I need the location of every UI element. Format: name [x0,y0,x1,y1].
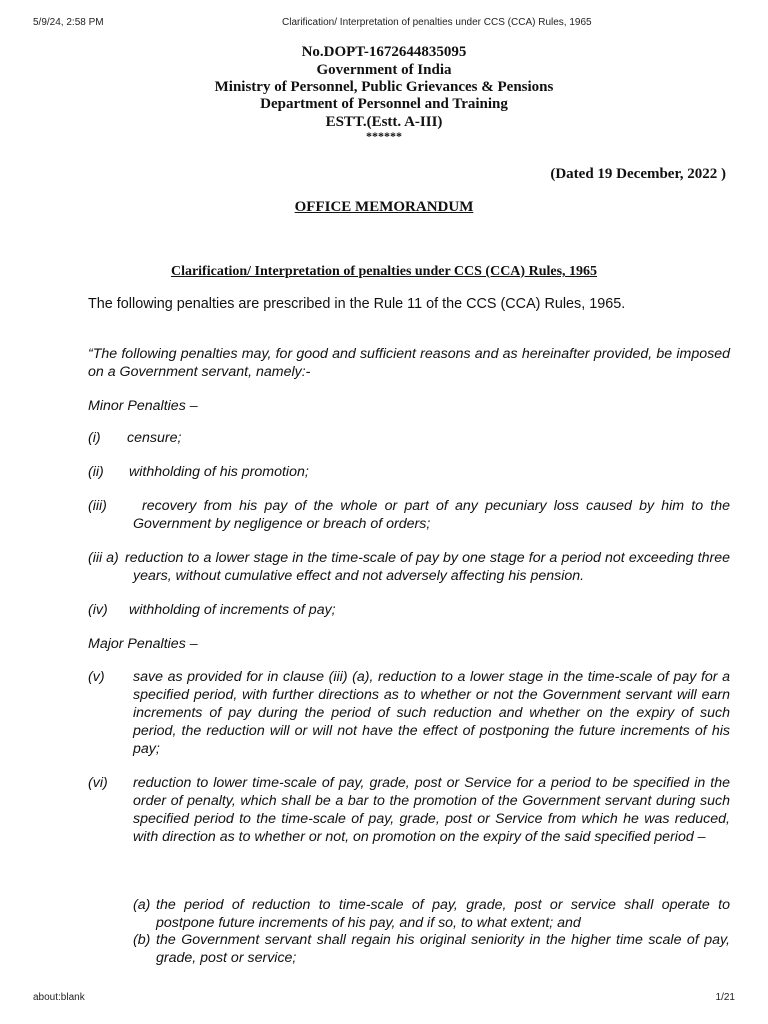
sub-item-text: the Government servant shall regain his original seniority in the higher time scale of pay, grade, post or service; [156,932,730,966]
minor-penalties-heading: Minor Penalties – [88,398,198,414]
item-text: save as provided for in clause (iii) (a), reduction to a lower stage in the time-scale of pay for a specified period, with further directions as to whether or not the Government servant will earn increments of pay during the period of such reduction and whether on the expiry of such period, the reduction will or will not have the effect of postponing the future increments of his pay; [133,669,730,757]
sub-item-letter: (b) [133,932,151,948]
item-text: reduction to a lower stage in the time-scale of pay by one stage for a period not exceeding three years, without cumulative effect and not adversely affecting his pension. [125,550,730,584]
item-number: (iii) [88,498,107,514]
stars-separator: ****** [366,129,402,143]
item-number: (i) [88,430,101,446]
item-text: withholding of his promotion; [129,464,309,480]
quote-paragraph: “The following penalties may, for good and sufficient reasons and as hereinafter provided, be imposed on a Government servant, namely:- [88,346,730,380]
sub-item-text: the period of reduction to time-scale of pay, grade, post or service shall operate to postpone future increments of his pay, and if so, to what extent; and [156,897,730,931]
item-text: recovery from his pay of the whole or part of any pecuniary loss caused by him to the Government by negligence or breach of orders; [133,498,730,532]
ministry-line: Ministry of Personnel, Public Grievances & Pensions [214,79,554,95]
intro-paragraph: The following penalties are prescribed in the Rule 11 of the CCS (CCA) Rules, 1965. [88,296,626,312]
dated-line: (Dated 19 December, 2022 ) [550,166,726,182]
print-url: about:blank [33,992,85,1003]
major-penalties-heading: Major Penalties – [88,636,198,652]
item-number: (ii) [88,464,104,480]
print-page-title: Clarification/ Interpretation of penalties under CCS (CCA) Rules, 1965 [282,17,592,28]
item-text: reduction to lower time-scale of pay, grade, post or Service for a period to be specified in the order of penalty, which shall be a bar to the promotion of the Government servant during such specified period to the time-scale of pay, grade, post or Service from which he was reduced, with direction as to whether or not, on promotion on the expiry of the said specified period – [133,775,730,845]
print-datetime: 5/9/24, 2:58 PM [33,17,104,28]
sub-item-letter: (a) [133,897,151,913]
government-line: Government of India [316,62,452,78]
item-number: (vi) [88,775,108,791]
item-text: censure; [127,430,182,446]
subject-line: Clarification/ Interpretation of penalties under CCS (CCA) Rules, 1965 [170,264,598,279]
item-number: (v) [88,669,105,685]
item-number: (iii a) [88,550,119,566]
memo-title: OFFICE MEMORANDUM [294,199,474,215]
item-text: withholding of increments of pay; [129,602,336,618]
section-line: ESTT.(Estt. A-III) [325,114,443,130]
print-page-number: 1/21 [715,992,735,1003]
department-line: Department of Personnel and Training [260,96,508,112]
document-number: No.DOPT-1672644835095 [301,44,467,60]
item-number: (iv) [88,602,108,618]
